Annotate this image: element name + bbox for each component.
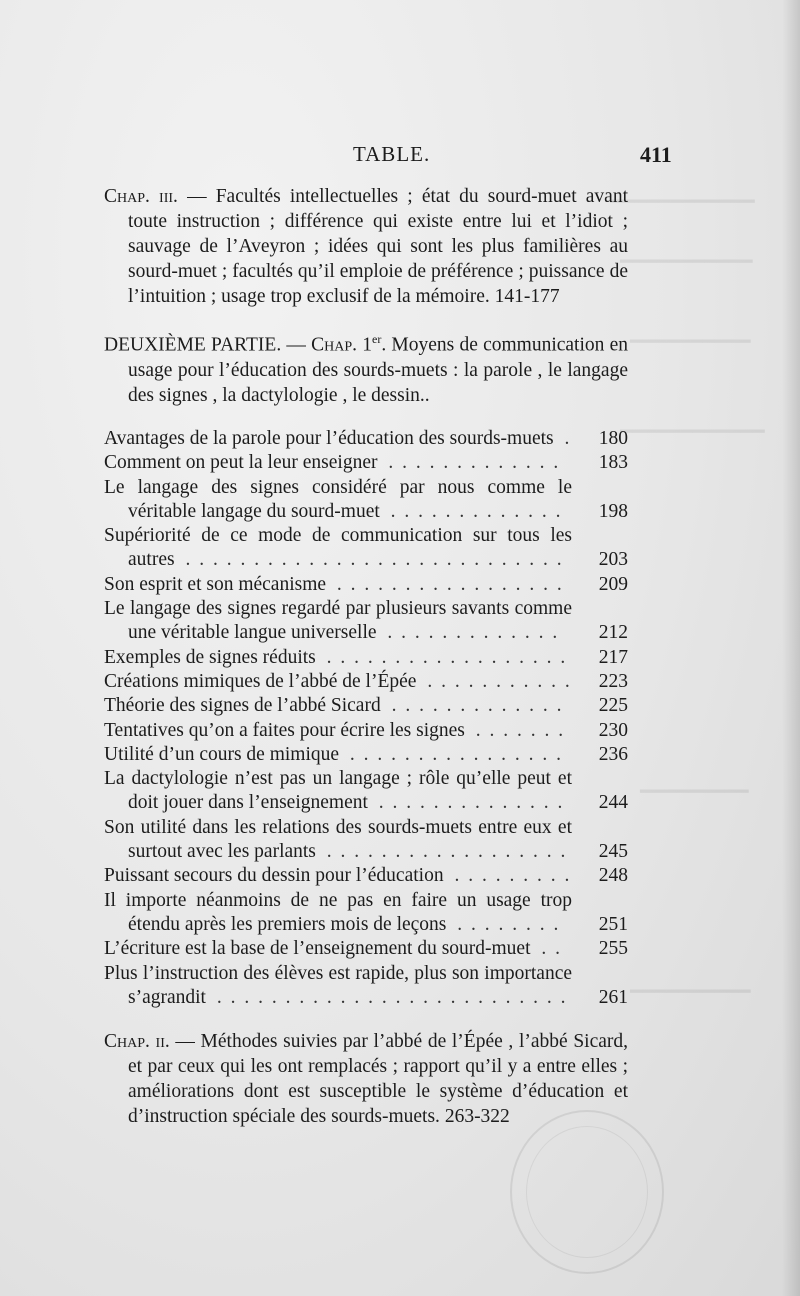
toc-entry-title: Le langage des signes regardé par plusieurs savants comme une véritable langue universelle: [104, 598, 572, 644]
dot-leader: . . . . . . . . . . . . .: [381, 452, 561, 474]
dot-leader: . . . . . . . . . . . . . . . . . . . . . . . . . . . .: [178, 549, 564, 571]
toc-entry: [104, 816, 628, 865]
toc-entry-text-block: [104, 427, 572, 451]
toc-entry-text-block: [104, 962, 572, 1011]
toc-entry-title: L’écriture est la base de l’enseignement du sourd-muet: [104, 938, 531, 960]
toc-entry-title: Exemples de signes réduits: [104, 646, 316, 668]
toc-entry: [104, 864, 628, 888]
part-2-paragraph: [104, 327, 628, 408]
toc-entry-page: 203: [598, 549, 628, 571]
dot-leader: . . . . . . . .: [450, 913, 561, 935]
toc-entry: [104, 451, 628, 475]
part-2-label: DEUXIÈME PARTIE.: [104, 334, 282, 356]
toc-entry-page: 183: [598, 452, 628, 474]
toc-entry-page: 236: [598, 743, 628, 765]
toc-entry-text-block: [104, 767, 572, 816]
toc-entry-text-block: [104, 524, 572, 573]
toc-entry-page: 255: [598, 938, 628, 960]
toc-entry-page: 248: [598, 865, 628, 887]
toc-entry: [104, 743, 628, 767]
toc-entry-title: Tentatives qu’on a faites pour écrire les signes: [104, 719, 465, 741]
dot-leader: . . . . . . . . . . . . . . . . . .: [319, 841, 568, 863]
dot-leader: .: [557, 428, 572, 449]
toc-entry-text-block: [104, 743, 572, 767]
toc-entry: [104, 427, 628, 451]
dot-leader: . . . . . . . . . . .: [420, 670, 572, 692]
page-edge-shadow: [782, 0, 800, 1296]
toc-entry-title: Utilité d’un cours de mimique: [104, 743, 340, 765]
toc-entry-page: 198: [598, 500, 628, 522]
toc-entry: [104, 962, 628, 1011]
toc-entry-text-block: [104, 670, 572, 694]
chapter-2-text: — Méthodes suivies par l’abbé de l’Épée , l’abbé Sicard, et par ceux qui les ont remplacés ; rapport qu’il y a entre elles ; améliorations dont est susceptible le système d’éducation et d’instruction spéciale des sourds-muets.: [128, 1031, 629, 1127]
toc-entry-text-block: [104, 646, 572, 670]
toc-entries: [104, 427, 628, 1010]
toc-entry-title: Il importe néanmoins de ne pas en faire un usage trop étendu après les premiers mois de leçons: [104, 889, 572, 935]
toc-entry: [104, 767, 628, 816]
toc-entry: [104, 476, 628, 525]
dot-leader: . . . . . . . . . . . . . . . . .: [330, 573, 564, 595]
part-2-text: . Moyens de communication en usage pour l’éducation des sourds-muets : la parole , le langage des signes , la dactylologie , le dessin..: [128, 334, 629, 406]
show-through-decoration: ━━━━━━━━━: [640, 781, 749, 803]
toc-entry-title: Son esprit et son mécanisme: [104, 573, 327, 595]
toc-entry-page: 212: [598, 622, 628, 644]
toc-entry-title: Créations mimiques de l’abbé de l’Épée: [104, 670, 417, 692]
toc-entry-title: Avantages de la parole pour l’éducation des sourds-muets: [104, 428, 554, 449]
chapter-2-entry: [104, 1029, 628, 1129]
dot-leader: . . . . . . . . . . . . . . . .: [343, 743, 564, 765]
toc-entry-page: 245: [598, 841, 628, 863]
toc-entry-text-block: [104, 597, 572, 646]
toc-entry: [104, 670, 628, 694]
toc-entry-title: Le langage des signes considéré par nous comme le véritable langage du sourd-muet: [104, 476, 572, 522]
dot-leader: . . . . . . . . . . . . .: [383, 500, 563, 522]
part-2-chapter-sup: er: [372, 332, 382, 346]
toc-entry: [104, 573, 628, 597]
toc-entry-title: Plus l’instruction des élèves est rapide, plus son importance s’agrandit: [104, 962, 572, 1008]
toc-entry-title: Théorie des signes de l’abbé Sicard: [104, 695, 381, 717]
toc-entry-title: Comment on peut la leur enseigner: [104, 452, 378, 474]
toc-entry-title: La dactylologie n’est pas un langage ; rôle qu’elle peut et doit jouer dans l’enseignement: [104, 768, 572, 814]
show-through-decoration: ━━━━━━━━━━: [630, 981, 751, 1003]
toc-entry-page: 209: [598, 573, 628, 595]
chapter-2-label: Chap. ii.: [104, 1031, 170, 1052]
dot-leader: . . . . . . . . .: [447, 865, 572, 887]
dot-leader: . . . . . . . . . . . . .: [384, 695, 564, 717]
running-head: [0, 142, 800, 172]
dot-leader: . . . . . . . . . . . . . . . . . .: [319, 646, 568, 668]
toc-entry-text-block: [104, 937, 572, 961]
toc-entry: [104, 937, 628, 961]
toc-entry-page: 180: [598, 428, 628, 449]
show-through-decoration: ━━━━━━━━━━━━: [620, 421, 765, 443]
toc-entry: [104, 889, 628, 938]
show-through-decoration: ━━━━━━━━━━━━: [610, 191, 755, 213]
part-2-heading-entry: [104, 327, 628, 408]
toc-entry: [104, 597, 628, 646]
toc-entry-page: 225: [598, 695, 628, 717]
running-title: TABLE.: [353, 142, 431, 166]
chapter-2-pages: 263-322: [444, 1106, 510, 1127]
chapter-3-entry: [104, 184, 628, 309]
toc-entry: [104, 719, 628, 743]
dot-leader: . .: [534, 938, 563, 960]
chapter-3-label: Chap. iii.: [104, 186, 178, 207]
toc-entry-page: 230: [598, 719, 628, 741]
toc-entry-text-block: [104, 451, 572, 475]
show-through-decoration: ━━━━━━━━━━━: [620, 251, 753, 273]
toc-entry-text-block: [104, 864, 572, 888]
toc-entry-text-block: [104, 476, 572, 525]
dot-leader: . . . . . . .: [468, 719, 566, 741]
toc-entry-page: 244: [598, 792, 628, 814]
chapter-3-text: — Facultés intellectuelles ; état du sourd-muet avant toute instruction ; différence qui existe entre lui et l’idiot ; sauvage de l’Aveyron ; idées qui sont les plus familières au sourd-muet ; facultés qu’il emploie de préférence ; puissance de l’intuition ; usage trop exclusif de la mémoire.: [128, 186, 628, 307]
toc-entry-text-block: [104, 694, 572, 718]
dot-leader: . . . . . . . . . . . . . .: [371, 792, 565, 814]
toc-entry-title: Son utilité dans les relations des sourds-muets entre eux et surtout avec les parlants: [104, 816, 572, 863]
page-number: 411: [640, 142, 672, 167]
toc-entry: [104, 646, 628, 670]
chapter-3-paragraph: [104, 184, 628, 309]
chapter-2-paragraph: [104, 1029, 628, 1129]
toc-entry-page: 223: [598, 670, 628, 692]
toc-entry: [104, 694, 628, 718]
toc-entry-page: 217: [598, 646, 628, 668]
library-stamp-ghost: [510, 1110, 664, 1274]
toc-entry-title: Supériorité de ce mode de communication sur tous les autres: [104, 525, 572, 571]
dot-leader: . . . . . . . . . . . . .: [380, 622, 560, 644]
toc-entry-text-block: [104, 889, 572, 938]
toc-entry-text-block: [104, 719, 572, 743]
chapter-3-pages: 141-177: [494, 286, 560, 307]
toc-entry-title: Puissant secours du dessin pour l’éducation: [104, 865, 444, 887]
toc-entry-page: 261: [598, 986, 628, 1008]
show-through-decoration: ━━━━━━━━━━: [630, 331, 751, 353]
toc-entry: [104, 524, 628, 573]
toc-entry-text-block: [104, 816, 572, 865]
part-2-chapter-prefix: — Chap. 1: [286, 334, 372, 356]
toc-entry-page: 251: [598, 913, 628, 935]
toc-entry-text-block: [104, 573, 572, 597]
dot-leader: . . . . . . . . . . . . . . . . . . . . . . . . . .: [209, 986, 568, 1008]
